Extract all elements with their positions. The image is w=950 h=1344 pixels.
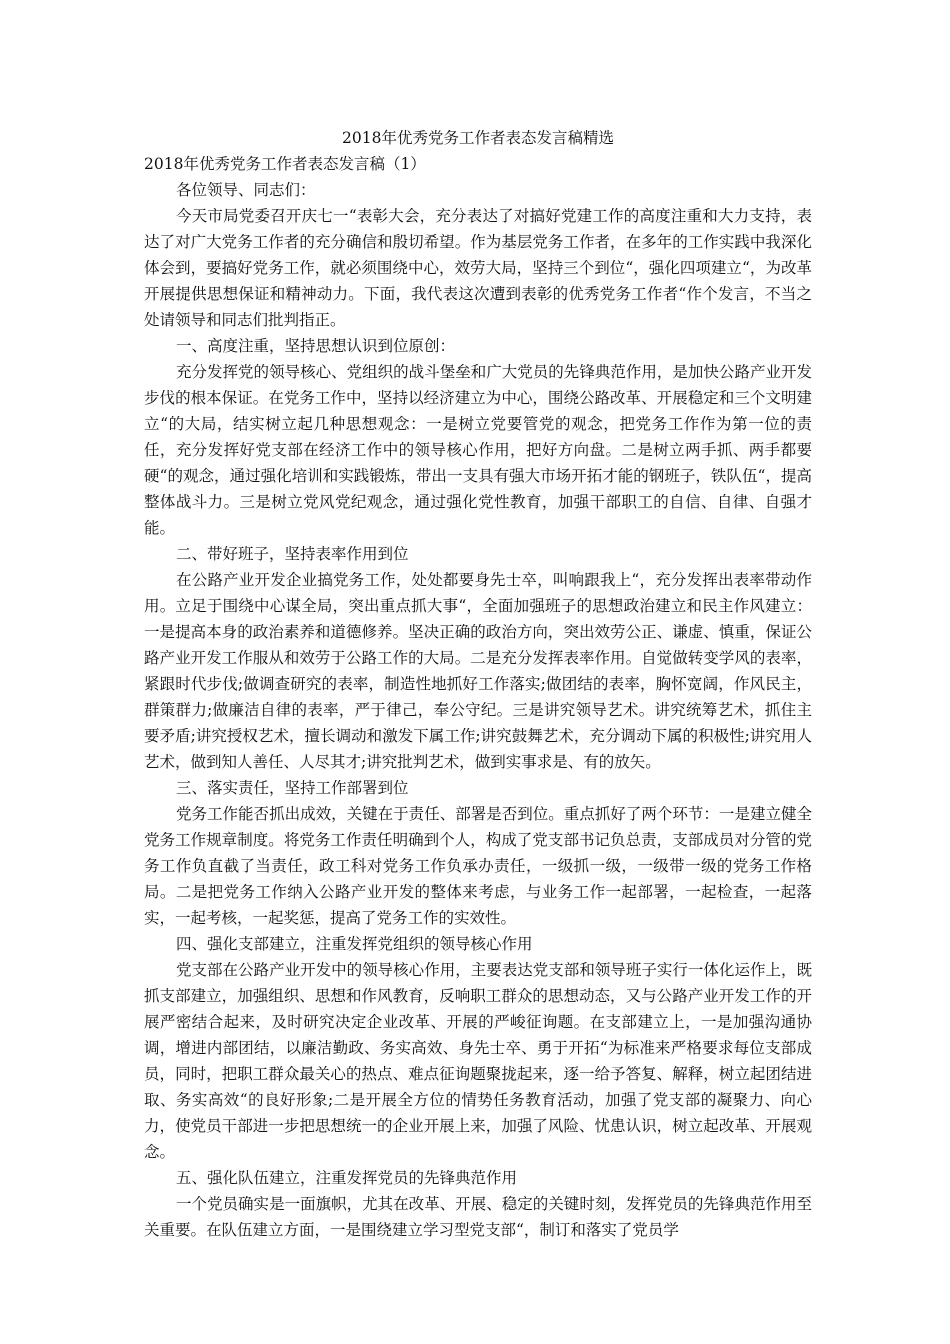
section-body-2: 在公路产业开发企业搞党务工作，处处都要身先士卒，叫响跟我上“，充分发挥出表率带动作用。立足于围绕中心谋全局，突出重点抓大事“，全面加强班子的思想政治建立和民主作风建立：一是提高本身的政治素养和道德修养。坚决正确的政治方向，突出效劳公正、谦虚、慎重，保证公路产业开发工作服从和效劳于公路工作的大局。二是充分发挥表率作用。自觉做转变学风的表率，紧跟时代步伐;做调查研究的表率，制造性地抓好工作落实;做团结的表率，胸怀宽阔，作风民主，群策群力;做廉洁自律的表率，严于律己，奉公守纪。三是讲究领导艺术。讲究统筹艺术，抓住主要矛盾;讲究授权艺术，擅长调动和激发下属工作;讲究鼓舞艺术，充分调动下属的积极性;讲究用人艺术，做到知人善任、人尽其才;讲究批判艺术，做到实事求是、有的放矢。 [144,571,812,771]
document-title: 2018年优秀党务工作者表态发言稿精选 [342,129,614,147]
greeting: 各位领导、同志们： [176,181,316,199]
document-subtitle: 2018年优秀党务工作者表态发言稿（1） [144,155,426,173]
section-heading-3: 三、落实责任，坚持工作部署到位 [176,779,409,797]
section-body-1: 充分发挥党的领导核心、党组织的战斗堡垒和广大党员的先锋典范作用，是加快公路产业开发步伐的根本保证。在党务工作中，坚持以经济建立为中心，围绕公路改革、开展稳定和三个文明建立“的大局，结实树立起几种思想观念：一是树立党要管党的观念，把党务工作作为第一位的责任，充分发挥好党支部在经济工作中的领导核心作用，把好方向盘。二是树立两手抓、两手都要硬“的观念，通过强化培训和实践锻炼，带出一支具有强大市场开拓才能的钢班子，铁队伍“，提高整体战斗力。三是树立党风党纪观念，通过强化党性教育，加强干部职工的自信、自律、自强才能。 [144,363,812,537]
section-body-3: 党务工作能否抓出成效，关键在于责任、部署是否到位。重点抓好了两个环节：一是建立健全党务工作规章制度。将党务工作责任明确到个人，构成了党支部书记负总责，支部成员对分管的党务工作负直截了当责任，政工科对党务工作负承办责任，一级抓一级，一级带一级的党务工作格局。二是把党务工作纳入公路产业开发的整体来考虑，与业务工作一起部署，一起检查，一起落实，一起考核，一起奖惩，提高了党务工作的实效性。 [144,805,812,927]
section-heading-1: 一、高度注重，坚持思想认识到位原创： [176,337,456,355]
section-heading-5: 五、强化队伍建立，注重发挥党员的先锋典范作用 [176,1169,518,1187]
section-body-5: 一个党员确实是一面旗帜，尤其在改革、开展、稳定的关键时刻，发挥党员的先锋典范作用至关重要。在队伍建立方面，一是围绕建立学习型党支部“，制订和落实了党员学 [144,1195,812,1239]
section-body-4: 党支部在公路产业开发中的领导核心作用，主要表达党支部和领导班子实行一体化运作上，既抓支部建立，加强组织、思想和作风教育，反响职工群众的思想动态，又与公路产业开发工作的开展严密结合起来，及时研究决定企业改革、开展的严峻征询题。在支部建立上，一是加强沟通协调，增进内部团结，以廉洁勤政、务实高效、身先士卒、勇于开拓“为标准来严格要求每位支部成员，同时，把职工群众最关心的热点、难点征询题聚拢起来，逐一给予答复、解释，树立起团结进取、务实高效“的良好形象;二是开展全方位的情势任务教育活动，加强了党支部的凝聚力、向心力，使党员干部进一步把思想统一的企业开展上来，加强了风险、忧患认识，树立起改革、开展观念。 [144,961,812,1161]
intro-paragraph: 今天市局党委召开庆七一“表彰大会，充分表达了对搞好党建工作的高度注重和大力支持，表达了对广大党务工作者的充分确信和殷切希望。作为基层党务工作者，在多年的工作实践中我深化体会到，要搞好党务工作，就必须围绕中心，效劳大局，坚持三个到位“，强化四项建立“，为改革开展提供思想保证和精神动力。下面，我代表这次遭到表彰的优秀党务工作者“作个发言，不当之处请领导和同志们批判指正。 [144,207,812,329]
section-heading-4: 四、强化支部建立，注重发挥党组织的领导核心作用 [176,935,533,953]
section-heading-2: 二、带好班子，坚持表率作用到位 [176,545,409,563]
document-page [144,125,812,1243]
